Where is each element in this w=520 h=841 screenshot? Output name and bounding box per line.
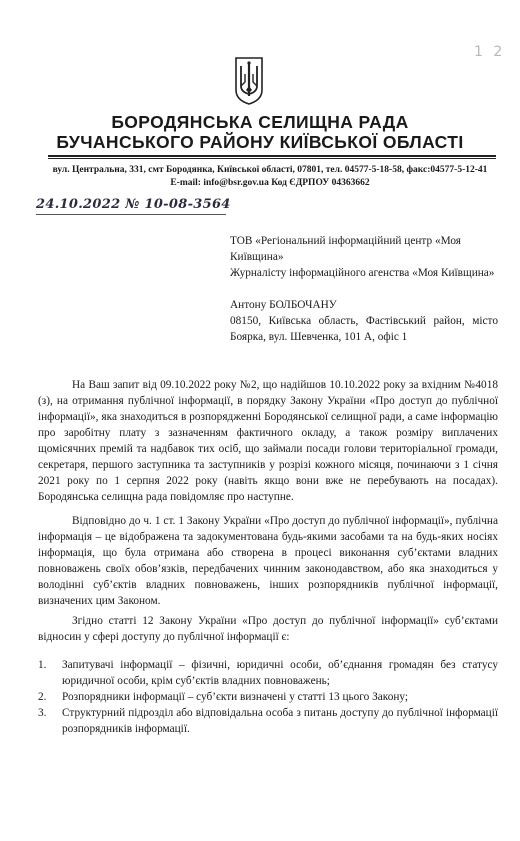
list-item-text: Запитувачі інформації – фізичні, юридичні особи, об’єднання громадян без статусу юридичної особи, крім суб’єктів владних повноважень; xyxy=(62,659,498,687)
header-divider xyxy=(48,155,496,157)
contact-address: вул. Центральна, 331, смт Бородянка, Київської області, 07801, тел. 04577-5-18-58, факс:04577-5-12-41 xyxy=(52,165,488,175)
body-paragraph-subjects: Згідно статті 12 Закону України «Про доступ до публічної інформації» суб’єктами відносин у сфері доступу до публічної інформації є: xyxy=(38,615,498,643)
addressee-organization: ТОВ «Регіональний інформаційний центр «Моя Київщина» xyxy=(230,235,461,263)
list-item-number: 2. xyxy=(38,691,47,703)
contact-email: E-mail: info@bsr.gov.ua Код ЄДРПОУ 04363662 xyxy=(170,178,370,188)
outgoing-number-underline xyxy=(36,214,226,215)
trident-emblem-icon xyxy=(233,56,265,106)
list-item-text: Структурний підрозділ або відповідальна особа з питань доступу до публічної інформації розпорядників інформації. xyxy=(62,707,498,735)
addressee-name: Антону БОЛБОЧАНУ xyxy=(230,299,337,311)
district-name: БУЧАНСЬКОГО РАЙОНУ КИЇВСЬКОЇ ОБЛАСТІ xyxy=(56,132,464,152)
outgoing-number-handwritten: 24.10.2022 № 10-08-3564 xyxy=(36,197,231,212)
addressee-postal-address: 08150, Київська область, Фастівський район, місто Боярка, вул. Шевченка, 101 А, офіс 1 xyxy=(230,315,498,343)
council-name: БОРОДЯНСЬКА СЕЛИЩНА РАДА xyxy=(111,112,409,132)
body-paragraph-definition: Відповідно до ч. 1 ст. 1 Закону України «Про доступ до публічної інформації», публічна інформація – це відображена та задокументована будь-якими засобами та на будь-яких носіях інформація, що була отримана або створена в процесі виконання суб’єктами владних повноважень своїх обов’язків, передбачених чинним законодавством, або яка знаходиться у володінні суб’єктів владних повноважень, інших розпорядників публічної інформації, визначених цим Законом. xyxy=(38,515,498,607)
corner-mark: 1 2 xyxy=(474,44,506,60)
list-item-text: Розпорядники інформації – суб’єкти визначені у статті 13 цього Закону; xyxy=(62,691,409,703)
addressee-journalist: Журналісту інформаційного агенства «Моя Київщина» xyxy=(230,267,495,279)
list-item-number: 1. xyxy=(38,659,47,671)
header-divider-thin xyxy=(48,158,496,159)
body-paragraph-request: На Ваш запит від 09.10.2022 року №2, що надійшов 10.10.2022 року за вхідним №4018 (з), на отримання публічної інформації, в порядку Закону України «Про доступ до публічної інформації», яка знаходиться в розпорядженні Бородянської селищної ради, а саме інформацію про заробітну плату з зазначенням фактичного окладу, а також розміру виплачених щомісячних премій та надбавок тих осіб, що займали посади голови територіальної громади, секретаря, першого заступника та заступників у розрізі кожного місяця, починаючи з 1 січня 2021 року по 1 серпня 2022 року (навіть якщо вони вже не перебувають на посадах). Бородянська селищна рада повідомляє про наступне. xyxy=(38,379,498,503)
list-item-number: 3. xyxy=(38,707,47,719)
